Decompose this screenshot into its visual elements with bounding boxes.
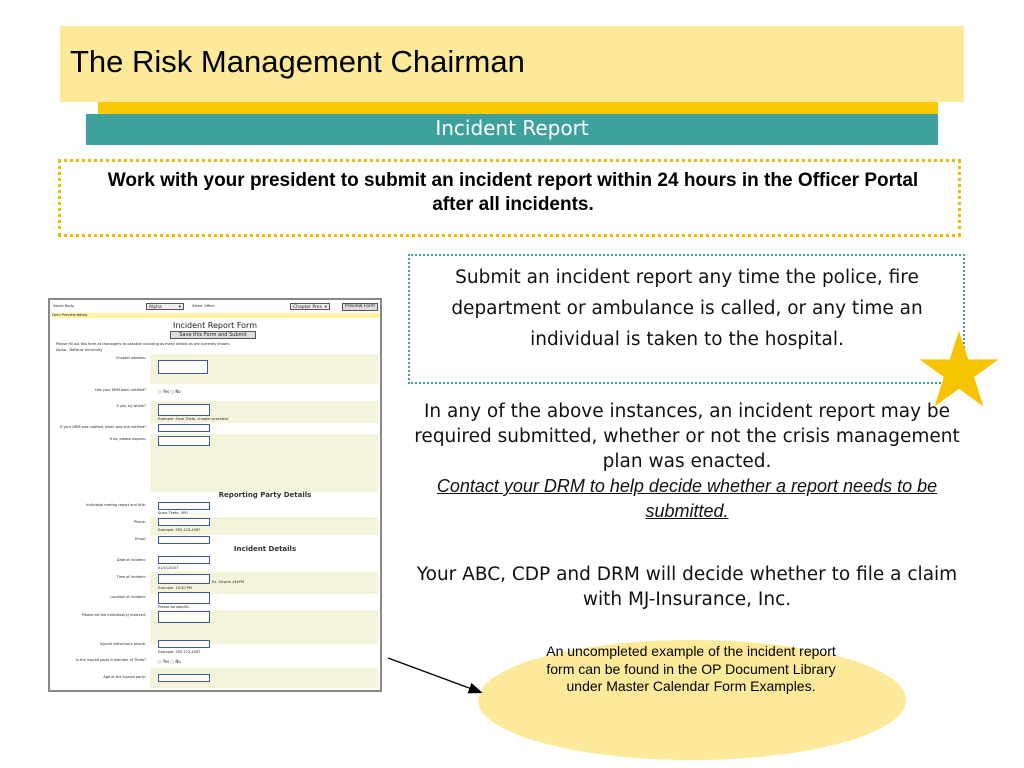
phone-input[interactable] — [158, 518, 210, 526]
if-no-explain-label: If no, please explain: — [109, 437, 146, 441]
injured-phone-label: Injured individual's phone: — [99, 642, 146, 646]
radio-icon: ○ — [170, 389, 175, 394]
note-oval-text: An uncompleted example of the incident report form can be found in the OP Document Library under Master Calendar Form Examples. — [546, 643, 836, 694]
by-whom-example: Example: Save Theta, chapter president — [158, 417, 229, 421]
form-topbar — [50, 300, 380, 312]
email-label: Email: — [135, 537, 146, 541]
paragraph-instances — [414, 399, 960, 524]
individual-value: Susie Theta, VPO — [158, 511, 189, 515]
individual-making-report-input[interactable] — [158, 502, 210, 510]
drm-notified-radios[interactable] — [158, 389, 181, 394]
form-title: Incident Report Form — [172, 321, 257, 330]
injured-member-label: Is the injured party a member of Theta? — [76, 658, 146, 662]
select-office-value: Chapter Pres — [293, 305, 322, 310]
time-of-incident-input[interactable] — [158, 574, 210, 584]
if-no-explain-input[interactable] — [158, 436, 210, 446]
date-of-incident-label: Date of incident: — [116, 558, 146, 562]
radio-icon: ○ — [170, 659, 175, 664]
be-specific-hint: Please be specific. — [158, 605, 191, 609]
select-office-dropdown[interactable] — [290, 303, 330, 310]
select-body-dropdown[interactable] — [146, 303, 184, 310]
phone-example: Example: 555-123-4567 — [158, 528, 201, 532]
location-label: Location of incident: — [110, 595, 146, 599]
star-icon — [917, 329, 1001, 409]
incident-form-screenshot — [48, 298, 382, 692]
radio-yes-label: Yes — [162, 659, 170, 664]
reporting-party-heading: Reporting Party Details — [218, 491, 312, 499]
radio-no-label: No — [175, 389, 181, 394]
page-title: The Risk Management Chairman — [70, 44, 525, 79]
injured-phone-example: Example: 555-123-4567 — [158, 650, 201, 654]
by-whom-input[interactable] — [158, 404, 210, 416]
injured-age-input[interactable] — [158, 674, 210, 682]
incident-details-heading: Incident Details — [233, 545, 297, 553]
select-body-label: Select Body: — [53, 304, 75, 308]
info-box-text: Submit an incident report any time the police, fire department or ambulance is called, or any time an individual is taken to the hospital. — [451, 267, 923, 350]
when-notified-input[interactable] — [158, 424, 210, 432]
preview-form-button[interactable]: Preview Form — [342, 303, 378, 311]
chapter-address-input[interactable] — [158, 360, 208, 374]
form-instructions: Please fill out this form as thoroughly as possible including as many details as are currently known. — [56, 342, 231, 346]
preview-bar: Form Preview Below — [52, 313, 380, 318]
email-input[interactable] — [158, 536, 210, 544]
time-suffix: Ex. 00:ptm AM/PM — [212, 580, 244, 584]
injured-age-label: Age of the injured party: — [103, 675, 146, 679]
contact-drm-link[interactable]: Contact your DRM to help decide whether a report needs to be submitted. — [436, 476, 938, 521]
radio-icon: ○ — [158, 389, 162, 394]
radio-yes-label: Yes — [162, 389, 170, 394]
callout-text: Work with your president to submit an incident report within 24 hours in the Officer Portal after all incidents. — [107, 170, 919, 215]
injured-member-radios[interactable] — [158, 659, 181, 664]
time-of-incident-label: Time of incident: — [116, 575, 146, 579]
injured-phone-input[interactable] — [158, 640, 210, 648]
select-office-label: Select Office: — [192, 304, 216, 308]
by-whom-label: If yes, by whom? — [116, 404, 146, 408]
when-notified-label: If your DRM was notified, when was she notified? — [59, 425, 146, 429]
paragraph-instances-text: In any of the above instances, an incident report may be required submitted, whether or not the crisis management plan was enacted. — [414, 401, 960, 472]
save-submit-button[interactable]: Save this Form and Submit — [170, 331, 256, 339]
chevron-down-icon: ▾ — [178, 305, 181, 310]
list-involved-input[interactable] — [158, 611, 210, 623]
gold-accent-bar — [98, 102, 938, 114]
arrow-icon — [380, 650, 490, 700]
location-input[interactable] — [158, 592, 210, 604]
individual-making-report-label: Individual making report and title: — [86, 503, 146, 507]
radio-icon: ○ — [158, 659, 162, 664]
list-involved-label: Please list the individual(s) involved: — [81, 613, 146, 617]
chevron-down-icon: ▾ — [324, 305, 327, 310]
drm-notified-label: Has your DRM been notified? — [95, 388, 146, 392]
time-example: Example: 10:30 PM — [158, 586, 192, 590]
select-body-value: Alpha — [149, 305, 162, 310]
subtitle: Incident Report — [435, 116, 589, 140]
chapter-address-label: Chapter address: — [115, 356, 146, 360]
radio-no-label: No — [175, 659, 181, 664]
date-of-incident-input[interactable] — [158, 556, 210, 564]
paragraph-claim: Your ABC, CDP and DRM will decide whether to file a claim with MJ-Insurance, Inc. — [416, 564, 958, 610]
form-chapter: Alpha - DePauw University — [56, 348, 103, 352]
date-value: 01/01/2007 — [158, 566, 179, 570]
phone-label: Phone: — [133, 520, 146, 524]
